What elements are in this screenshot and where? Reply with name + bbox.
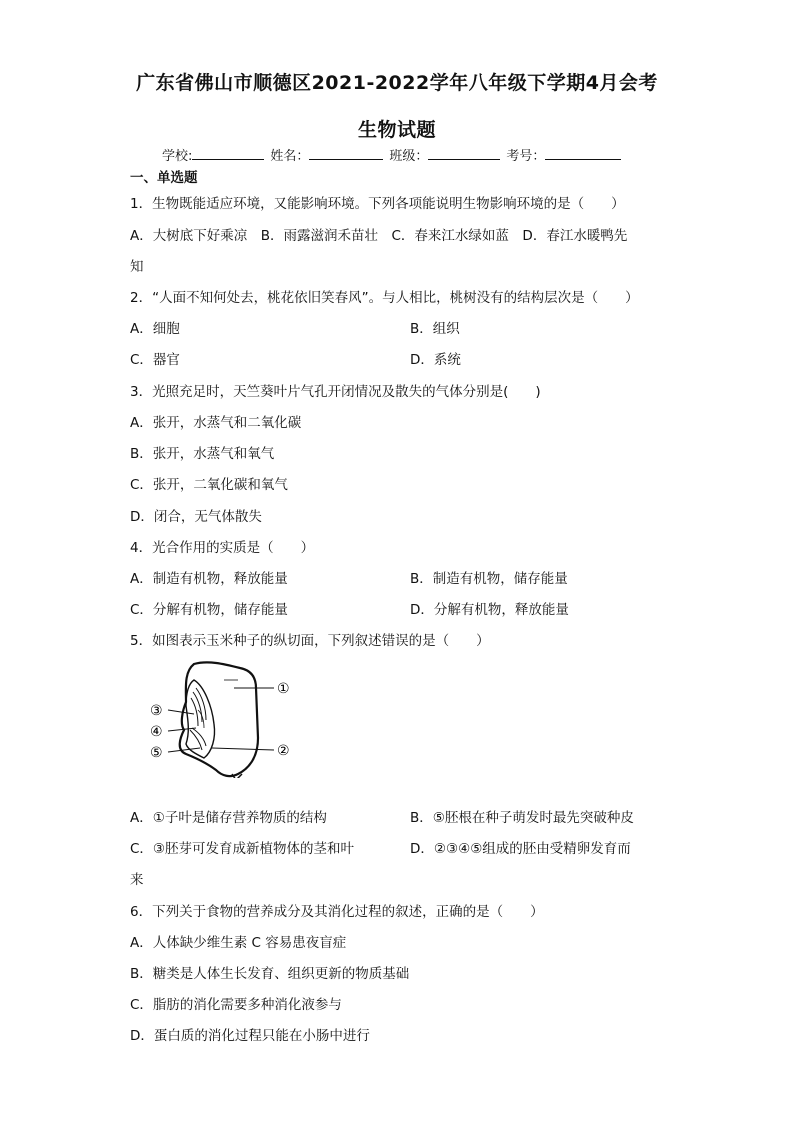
label-5: ⑤ (150, 745, 163, 761)
q6-stem: 6．下列关于食物的营养成分及其消化过程的叙述，正确的是（ ） (130, 904, 544, 920)
corn-seed-figure (146, 658, 306, 778)
q4-option-b: B．制造有机物，储存能量 (410, 571, 568, 587)
q1-stem: 1．生物既能适应环境，又能影响环境。下列各项能说明生物影响环境的是（ ） (130, 196, 625, 212)
q1-options-wrap: 知 (130, 259, 144, 275)
q2-option-c: C．器官 (130, 352, 180, 368)
exam-title: 广东省佛山市顺德区2021-2022学年八年级下学期4月会考 (136, 72, 658, 94)
name-label: 姓名： (270, 149, 310, 164)
school-label: 学校: (162, 149, 193, 164)
school-blank (192, 147, 264, 160)
student-info-row (162, 145, 627, 164)
q5-stem: 5．如图表示玉米种子的纵切面，下列叙述错误的是（ ） (130, 633, 490, 649)
class-label: 班级： (389, 149, 429, 164)
q3-option-a: A．张开，水蒸气和二氧化碳 (130, 415, 302, 431)
q2-stem: 2．“人面不知何处去，桃花依旧笑春风”。与人相比，桃树没有的结构层次是（ ） (130, 290, 639, 306)
q5-option-d: D．②③④⑤组成的胚由受精卵发育而 (410, 841, 631, 857)
q3-stem: 3．光照充足时，天竺葵叶片气孔开闭情况及散失的气体分别是( ) (130, 384, 541, 400)
q4-option-a: A．制造有机物，释放能量 (130, 571, 288, 587)
q3-option-c: C．张开，二氧化碳和氧气 (130, 477, 288, 493)
q5-option-c: C．③胚芽可发育成新植物体的茎和叶 (130, 841, 355, 857)
q5-option-a: A．①子叶是储存营养物质的结构 (130, 810, 327, 826)
q2-option-b: B．组织 (410, 321, 460, 337)
q3-option-d: D．闭合，无气体散失 (130, 509, 262, 525)
q5-option-b: B．⑤胚根在种子萌发时最先突破种皮 (410, 810, 634, 826)
exam-no-blank (545, 147, 621, 160)
q6-option-b: B．糖类是人体生长发育、组织更新的物质基础 (130, 966, 410, 982)
q4-option-d: D．分解有机物，释放能量 (410, 602, 569, 618)
label-4: ④ (150, 724, 163, 740)
q2-option-a: A．细胞 (130, 321, 180, 337)
exam-no-label: 考号： (506, 149, 546, 164)
q6-option-c: C．脂肪的消化需要多种消化液参与 (130, 997, 342, 1013)
name-blank (309, 147, 383, 160)
q4-option-c: C．分解有机物，储存能量 (130, 602, 288, 618)
class-blank (428, 147, 500, 160)
q6-option-a: A．人体缺少维生素 C 容易患夜盲症 (130, 935, 347, 951)
section-heading: 一、单选题 (130, 170, 198, 186)
exam-subtitle: 生物试题 (357, 119, 436, 141)
label-2: ② (277, 743, 290, 759)
q2-option-d: D．系统 (410, 352, 461, 368)
q1-options: A．大树底下好乘凉 B．雨露滋润禾苗壮 C．春来江水绿如蓝 D．春江水暖鸭先 (130, 228, 628, 244)
corn-seed-diagram (146, 658, 306, 778)
label-3: ③ (150, 703, 163, 719)
q6-option-d: D．蛋白质的消化过程只能在小肠中进行 (130, 1028, 370, 1044)
label-1: ① (277, 681, 290, 697)
q3-option-b: B．张开，水蒸气和氧气 (130, 446, 275, 462)
q4-stem: 4．光合作用的实质是（ ） (130, 540, 315, 556)
q5-option-d-wrap: 来 (130, 872, 144, 888)
